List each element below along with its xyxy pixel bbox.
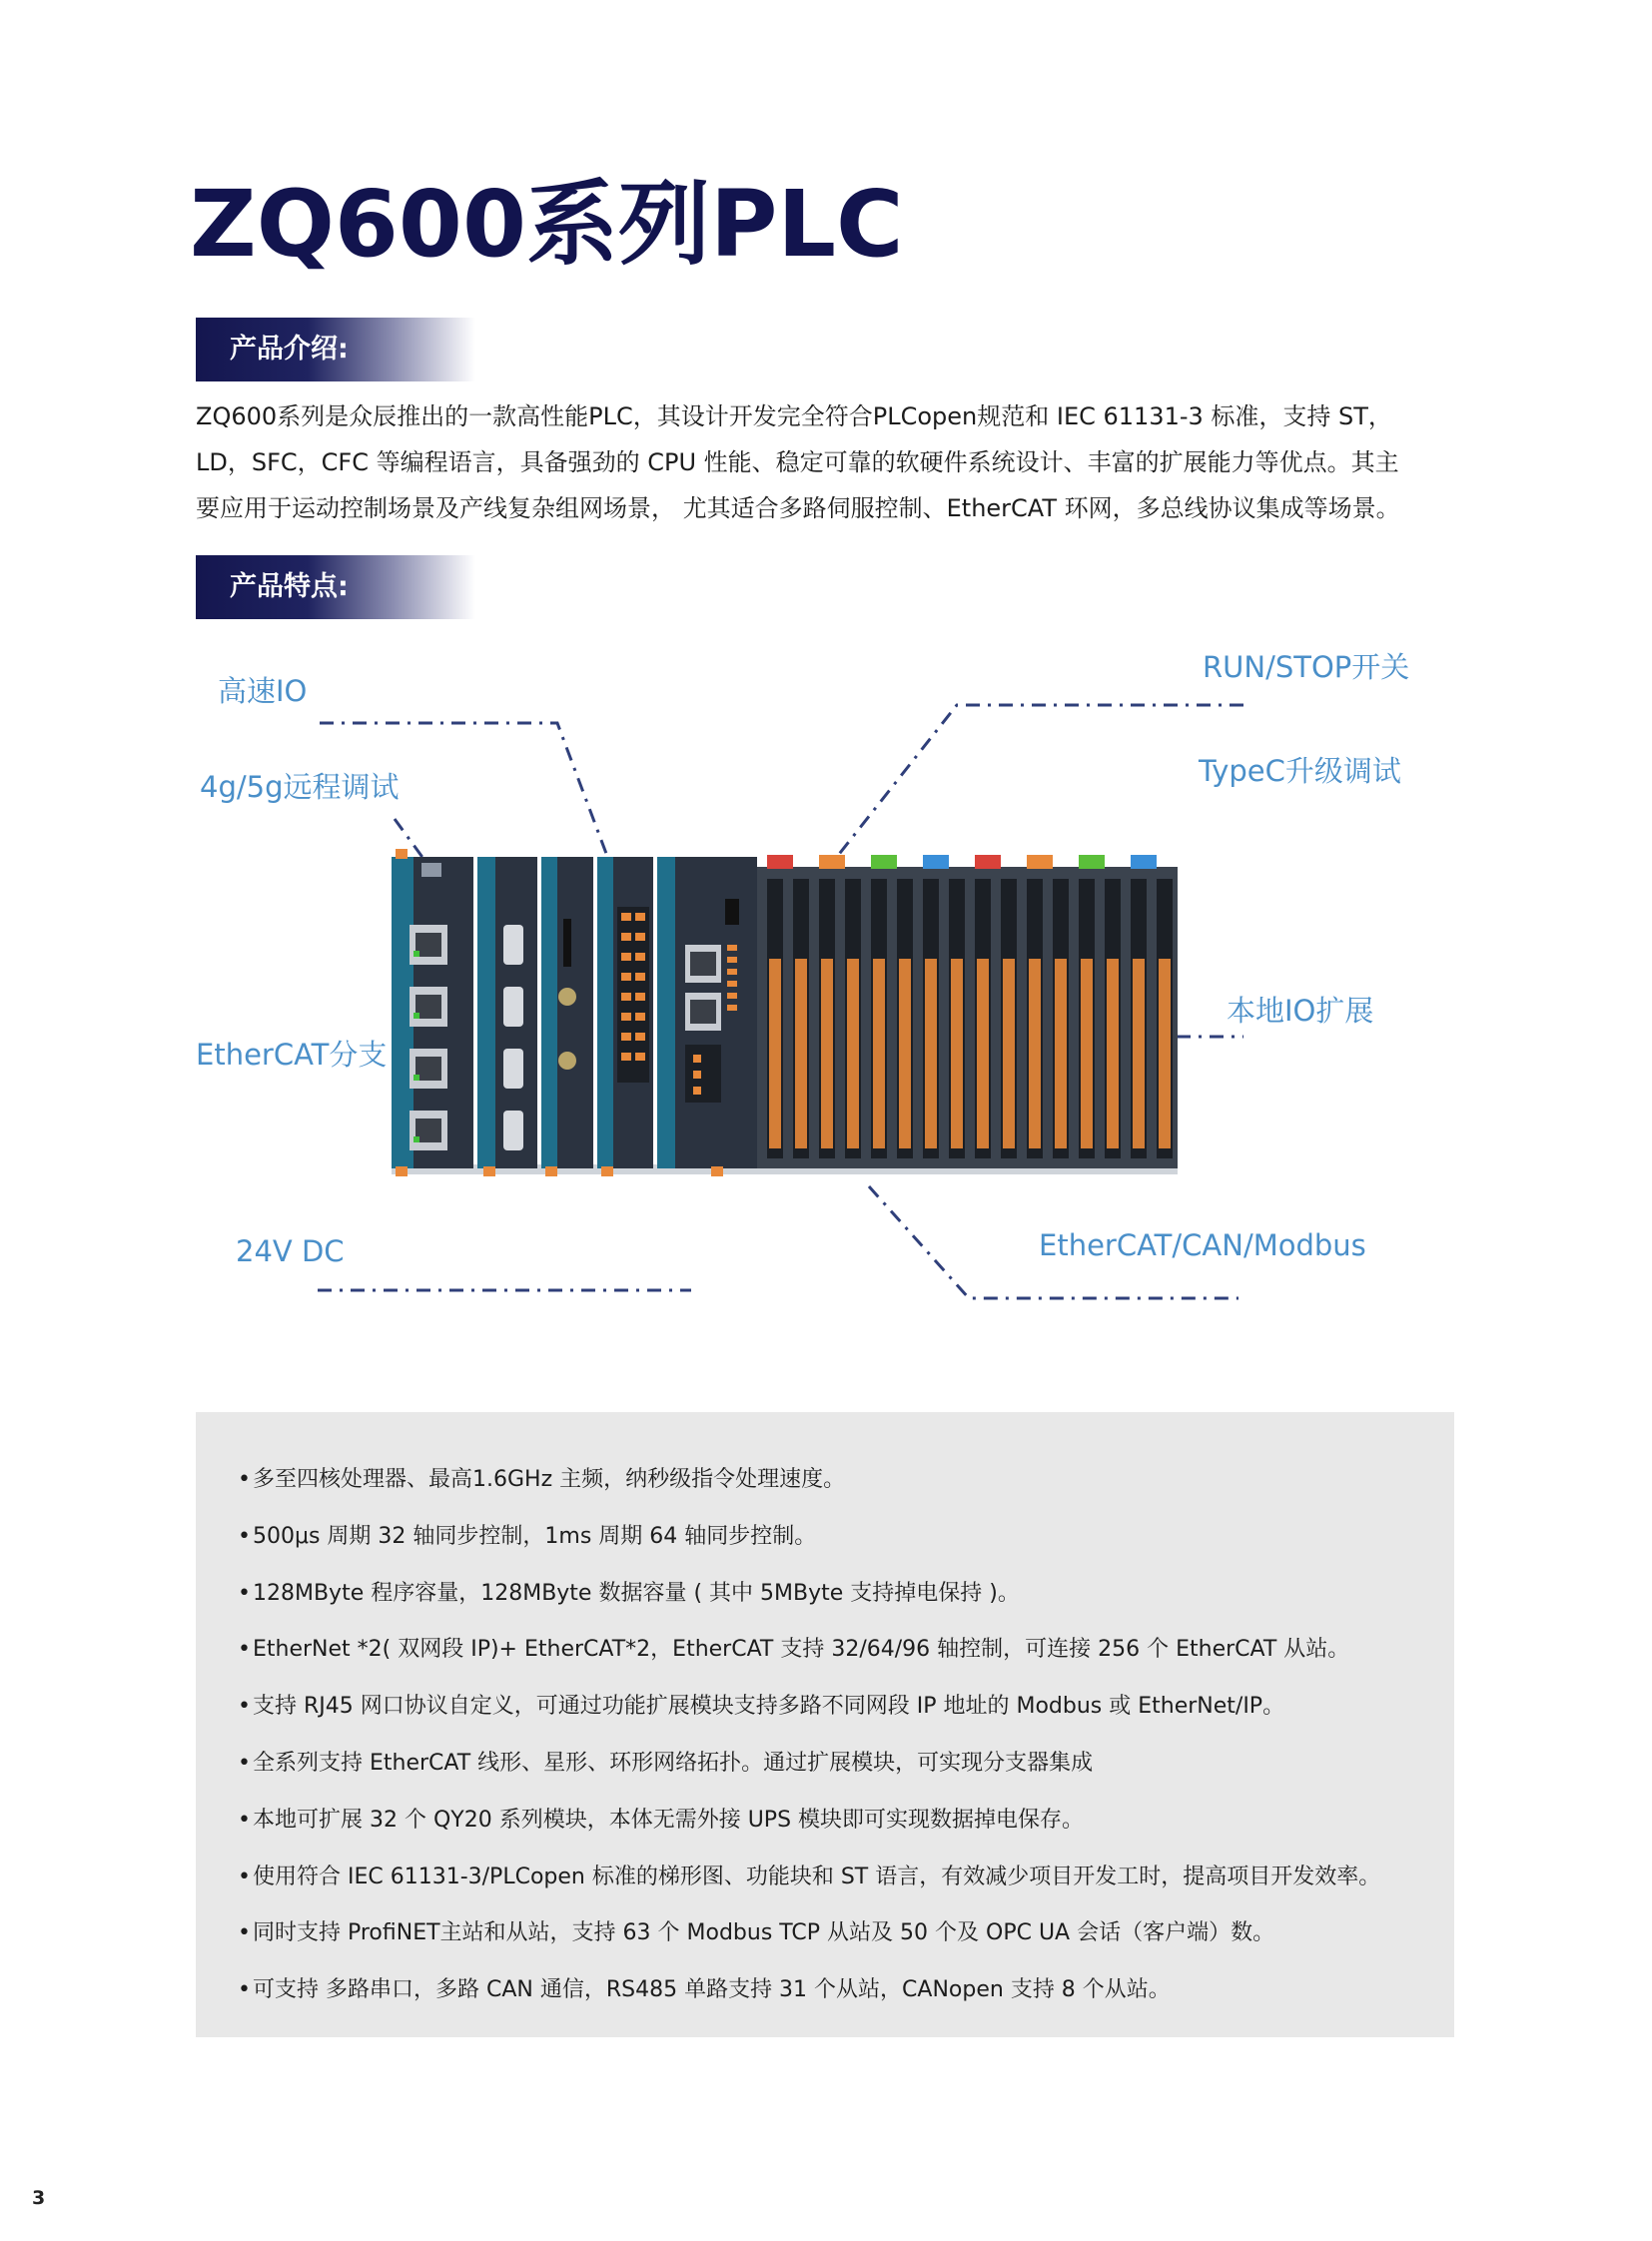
module-io-terminal [597,857,653,1176]
feature-item: • 同时支持 ProfiNET主站和从站，支持 63 个 Modbus TCP 从站及 50 个及 OPC UA 会话（客户端）数。 [238,1905,1454,1962]
feature-item: • 全系列支持 EtherCAT 线形、星形、环形网络拓扑。通过扩展模块，可实现分支器集成 [238,1736,1454,1793]
plc-product-image [392,849,1178,1180]
page-title: ZQ600系列PLC [190,171,904,278]
callout-local-io: 本地IO扩展 [1227,994,1374,1028]
callout-line-run-stop [829,705,1243,867]
features-box [196,1412,1454,2037]
product-diagram [0,639,1652,1318]
module-wireless [541,857,593,1176]
feature-item: • 本地可扩展 32 个 QY20 系列模块，本体无需外接 UPS 模块即可实现数据掉电保存。 [238,1793,1454,1850]
feature-item: • 可支持 多路串口，多路 CAN 通信，RS485 单路支持 31 个从站，CANopen 支持 8 个从站。 [238,1962,1454,2019]
callout-high-speed-io: 高速IO [218,674,308,708]
module-cpu [657,857,757,1176]
feature-item: • 500μs 周期 32 轴同步控制，1ms 周期 64 轴同步控制。 [238,1509,1454,1566]
callout-power: 24V DC [236,1234,345,1268]
callout-typec: TypeC升级调试 [1199,754,1401,788]
section-label-features: 产品特点: [196,555,475,619]
feature-item: • 128MByte 程序容量，128MByte 数据容量 ( 其中 5MByte 支持掉电保持 )。 [238,1566,1454,1623]
intro-line: LD，SFC，CFC 等编程语言，具备强劲的 CPU 性能、稳定可靠的软硬件系统设计、丰富的扩展能力等优点。其主 [196,448,1399,476]
intro-line: ZQ600系列是众辰推出的一款高性能PLC，其设计开发完全符合PLCopen规范和 IEC 61131-3 标准，支持 ST， [196,402,1392,430]
intro-paragraph [196,393,1458,531]
module-local-io-bank [757,855,1178,1168]
callout-remote-debug: 4g/5g远程调试 [200,770,400,804]
features-list [238,1452,1454,2019]
module-high-speed [477,857,537,1176]
feature-item: • 多至四核处理器、最高1.6GHz 主频，纳秒级指令处理速度。 [238,1452,1454,1509]
intro-line: 要应用于运动控制场景及产线复杂组网场景， 尤其适合多路伺服控制、EtherCAT 环网，多总线协议集成等场景。 [196,494,1400,522]
callout-run-stop: RUN/STOP开关 [1203,650,1410,684]
callout-bus: EtherCAT/CAN/Modbus [1039,1228,1366,1262]
feature-item: • 使用符合 IEC 61131-3/PLCopen 标准的梯形图、功能块和 ST 语言，有效减少项目开发工时，提高项目开发效率。 [238,1850,1454,1906]
section-label-intro: 产品介绍: [196,318,475,381]
feature-item: • 支持 RJ45 网口协议自定义，可通过功能扩展模块支持多路不同网段 IP 地址的 Modbus 或 EtherNet/IP。 [238,1679,1454,1736]
module-ethercat-branch [392,849,473,1176]
feature-item: • EtherNet *2( 双网段 IP)+ EtherCAT*2，EtherCAT 支持 32/64/96 轴控制，可连接 256 个 EtherCAT 从站。 [238,1622,1454,1679]
callout-ethercat-branch: EtherCAT分支 [196,1038,388,1072]
page-number: 3 [32,2187,46,2209]
